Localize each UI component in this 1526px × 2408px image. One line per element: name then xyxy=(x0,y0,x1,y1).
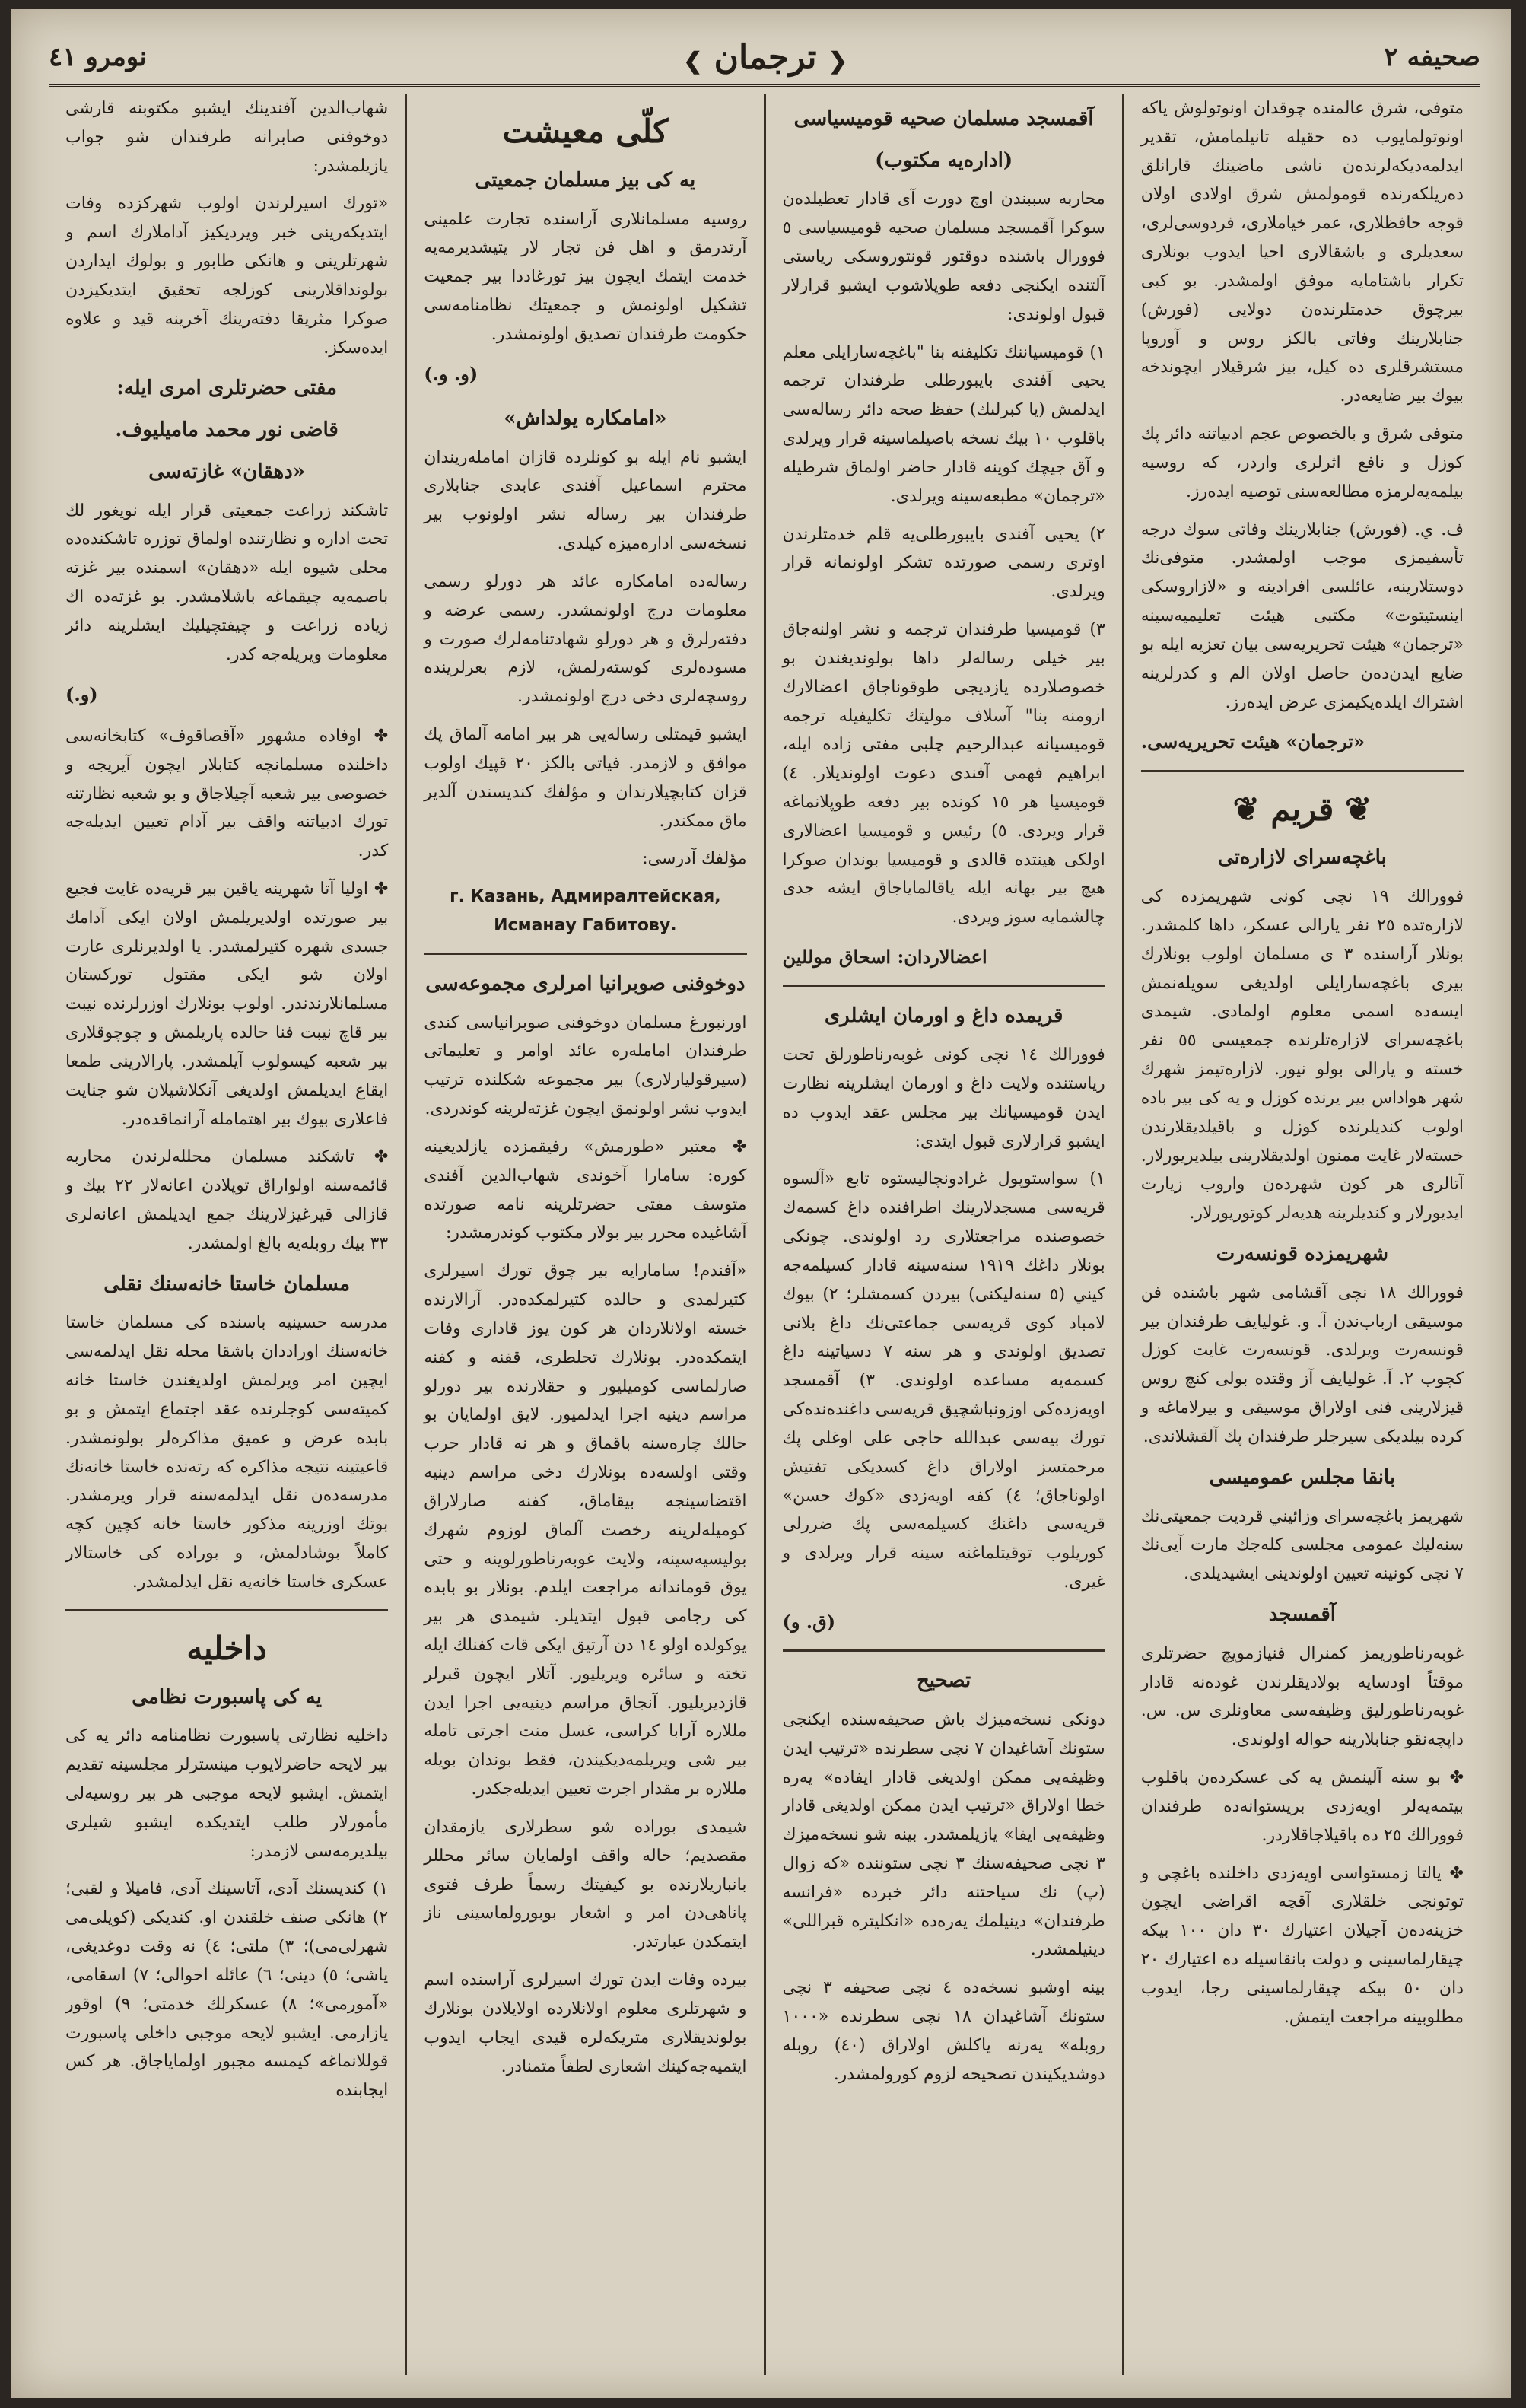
article-text: مدرسه حسينيه باسنده كى مسلمان خاستا خانه‌سنك اوراددان باشقا محله نقل ايدلمه‌سى ايچين امر ويرلمش اولديغندن خاستا خانه كميته‌سى كوجلرنده عقد اجتماع ايتمش و بو بابده عرض و عميق مذاكره‌لر بولونمشدر. قاعيتينه نتيجه مذاكره كه رته‌نده خاستا خانه‌نك مدرسه‌ده‌ن نقل ايدلمه‌سنه قرار ويرمشدر. بوتك اوزرينه مذكور خاستا خانه كچين كچه كاملاً بوشادلمش، و بوراده كى خاستالار عسكرى خاستا خانه‌يه نقل ايدلمشدر. xyxy=(65,1313,389,1592)
masthead xyxy=(49,30,1480,87)
divider xyxy=(783,1649,1105,1652)
article-heading: «امامكاره يولداش» xyxy=(504,406,667,430)
ornament-icon: ❯ xyxy=(683,47,703,75)
signature: اعضالاردان: اسحاق موللين xyxy=(782,946,987,969)
article-text: ١) كنديسنك آدى، آتاسينك آدى، فاميلا و لقبى؛ ٢) هانكى صنف خلقندن او. كنديكى (كويلى‌مى شهرلى‌مى)؛ ٣) ملتى؛ ٤) نه وقت دوغديغى، ياشى؛ ٥) دينى؛ ٦) عائله احوالى؛ ٧) اسقامى، «آمورمى»؛ ٨) عسكرلك خدمتى؛ ٩) اوقور يازارمى. ايشبو لايحه موجبى داخلى پاسبورت قوللانماغه كيمسه مجبور اولماياجاق. هر كس ايجابنده xyxy=(65,1879,389,2101)
article-text: ف. ي. (فورش) جنابلارينك وفاتى سوك درجه تأسفيمزى موجب اولمشدر. متوفى‌نك دوستلارينه، عائلسى افرادينه و «لازاروسكى اينستيتوت» مكتبى هيئت تعليميه‌سينه «ترجمان» هيئت تحريريه‌سى بيان تعزيه ايله بو ضايع ايدن‌ده‌ن حاصل اولان الم و كدرلرينه اشتراك ايلده‌يكيمزى عرض ايده‌رز. xyxy=(1140,520,1464,712)
article-text: ✤ اوليا آتا شهرينه ياقين بير قريه‌ده غايت فجيع بير صورتده اولديريلمش اولان ايكى آدامك جسدى شهره كتيرلمشدر. يا اولديرنلرى عارت اولان شو ايكى مقتول تورکستان مسلمانلارندندر. اولوب بونلارك اوزرلرنده نيبت بير قاچ نيبت فنا حالده پاريلمش و چوچوقلارى بير شعبه كيسولوب آيلمشدر. پارالارينى طمعا ايقاع ايديلمش اولديغى آنكلاشيلان شو جنايت فاعلارى بيوك بير اهتمامله آرانماقده‌در. xyxy=(65,879,389,1129)
signature: (و.) xyxy=(65,682,98,705)
divider xyxy=(65,1609,388,1611)
article-heading: «دهقان» غازته‌سى xyxy=(148,460,305,483)
bullet-icon: ✤ xyxy=(361,726,389,746)
article-text: دونكى نسخه‌ميزك باش صحيفه‌سنده ايكنجى ستونك آشاغيدان ٧ نچى سطرنده «ترتيب ايدن وظيفه‌يى ممكن اولديغى قادار ايفاده» يه‌ره خطا اولاراق «ترتيب ايدن ممكن اولديغى قادار وظيفه‌يى ايفا» يازيلمشدر. بينه شو نسخه‌ميزك ٣ نچى صحيفه‌سنك ٣ نچى ستوننده «كه زوال (پ) نك سياحتنه دائر خبرده «فرانسه طرفندان» دينيلمك يه‌ره‌ده «انكليتره قبراللى» دينيلمشدر. xyxy=(782,1710,1105,1960)
article-heading: تصحيح xyxy=(917,1669,971,1693)
article-text: شيمدى بوراده شو سطرلارى يازمقدان مقصديم؛ حاله واقف اولمايان سائر محللر بانباريلارنده بو كيفيتك رسماً طرف فتوى پاناهى‌دن امر و اشعار بوبورولماسينى ناز ايتمكدن عبارتدر. xyxy=(424,1817,747,1952)
ornament-icon: ❦ xyxy=(1232,790,1260,828)
article-text: روسيه مسلمانلارى آراسنده تجارت علمينى آرتدرمق و اهل فن تجار لار يتيشديرمه‌يه خدمت ايتمك ايچون بيز تورغاددا بير جمعيت تشكيل اولونمش و جمعيتك نظامنامه‌سى حكومت طرفندان تصديق اولونمشدر. xyxy=(424,209,747,344)
signature: قاضى نور محمد ماميليوف. xyxy=(115,418,339,442)
newspaper-title: ❮ ترجمان ❯ xyxy=(683,37,848,77)
article-text: تاشكند زراعت جمعيتى قرار ايله نويغور لك تحت اداره و نظارتنده اولماق توزره تاشكنده‌ده محلى شيوه ايله «دهقان» اسمنده بير غزته باصمه‌يه چيقماغه باشلامشدر. بو غزته‌ده اك زياده زراعت و چيفتچيليك ايشلرينه دائر معلومات ويريله‌جه كدر. xyxy=(65,501,389,664)
columns xyxy=(49,94,1480,2375)
article-text: «تورك اسيرلرندن اولوب شهركزده وفات ايتديكه‌رينى خبر ويرديكيز آداملارك اسم و شهرتلرينى و هانكى طابور و بولوك ايداردن بولونداقلارينى كوزلجه تحقيق ايتديكيزدن صوكرا مثريقا دفته‌رينك آخرينه قيد و علاوه ايده‌سكز. xyxy=(65,194,389,358)
bullet-icon: ✤ xyxy=(368,879,389,899)
article-heading: يه كى بيز مسلمان جمعيتى xyxy=(475,168,696,192)
article-text: فوورالك ١٩ نچى كونى شهريمزده كى لازاره‌تده ٢٥ نفر يارالى عسكر، داها كلمشدر. بونلار آراسنده ٣ ى مسلمان اولوب بونلارك بيرى باغچه‌سارايلى اولديغى سويله‌نمش ايسه‌ده اسمى معلوم اولمادى. شيمدى باغچه‌سراى لازاره‌تلرنده جمعيسى ٥٥ نفر خسته و يارالى بولو نيور. لازاره‌تيمز شهرك شهر هواداس بير يرنده كوزل و يه كى بير باده اولوب كنديلرنده كوزل و باقيلديقلارندن خسته‌لار غايت ممنون اولديقلارينى بيلديريورلار. آتالرى هر كون شهرده‌ن واروب زيارت ايديورلار و كنديلرينه هديه‌لر كوتوريورلار. xyxy=(1140,887,1464,1223)
signature: (و. و.) xyxy=(424,362,478,385)
article-text: داخليه نظارتى پاسبورت نظامنامه دائر يه كى بير لايحه حاضرلايوب مينسترلر مجلسينه تقديم ايتمش. ايشبو لايحه موجبى هر بير روسيه‌لى مأمورلار طلب ايتديكده ايشبو شيلرى بيلديرمه‌سى لازمدر: xyxy=(65,1726,389,1861)
column-4 xyxy=(49,94,405,2375)
signature: (ق. و) xyxy=(782,1610,836,1633)
ornament-icon: ❦ xyxy=(1344,790,1372,828)
article-heading: قريمده داغ و اورمان ايشلرى xyxy=(824,1004,1063,1028)
article-text: متوفى شرق و بالخصوص عجم ادبياتنه دائر پك كوزل و نافع اثرلرى واردر، كه روسيه بيلمه‌يه‌لرمزه مطالعه‌سنى توصيه ايده‌رز. xyxy=(1140,425,1464,501)
article-heading: شهريمزده قونسه‌رت xyxy=(1216,1242,1388,1266)
article-text: ٢) يحيى آفندى بايبورطلى‌يه قلم خدمتلرندن اوترى رسمى صورتده تشكر اولونمانه قرار ويرلدى. xyxy=(782,524,1105,602)
ornament-icon: ❮ xyxy=(828,47,848,75)
article-heading: آقمسجد مسلمان صحيه قوميسياسى xyxy=(793,107,1094,130)
article-text: متوفى، شرق عالمنده چوقدان اونوتولوش ياكه اونوتولمايوب ده حقيله تانيلمامش، تقدير ايدلمه‌ديكه‌لرنده‌ن ناشى ماضينك قارانلق ده‌ريلكه‌رنده قومولمش شرق اولادى اولان قوجه حافظلارى، عمر خياملارى، فردوسى‌لرى، سعديلرى و باشقالارى احيا ايدوب بونلارى تكرار باشتامايه موفق اولمشدر. بو كبى بيرچوق خدمتلرنده‌ن دولايى (فورش) جنابلارينك وفاتى بالكز روس و آوروپا مستشرقلرى ده كيل، بيز شرقيلار ايچوندخه بيوك بير ضايعه‌در. xyxy=(1140,99,1464,406)
article-text: «آفندم! سامارايه بير چوق تورك اسيرلرى كتيرلمدى و حالده كتيرلمكده‌در. آرالارنده خسته اولانلاردان هر كون يوز قادارى وفات ايتمكده‌در. بونلارك تحلطرى، قفنه و كفنه صارلماسى كوميليور و حقلارنده بير دورلو مراسم دينيه اجرا ايدلميور. لايق اولمايان بو حالك چاره‌سنه باقماق و هر نه قادار حرب وقتى اولسه‌ده بونلارك دخى مراسم دينيه اقتضاسينجه بيقاماق، كفنه صارلاراق كوميله‌لرينه رخصت آلماق لوزوم شهرك بوليسيه‌سينه، ولايت غوبه‌رناطورلوينه و حتى يوق قوماندانه مراجعت ايلدم. بونلار بو بابده كى رجامى قبول ايتديلر. شيمدى هر بير يوكولده اولو ١٤ دن آرتيق ايكى قات كفنلك ايله تخته و سائره ويريليور. آتلار ايچون قبرلر قازديريليور. آنجاق مراسم دينيه‌يى اجرا ايدن مللاره آرابا كراسى، غسل منت اجرتى تامله بير شى ويريلمه‌ديكيندن، فقط بوندان بويله مللاره بر مقدار اجرت تعيين ايديله‌جكدر. xyxy=(424,1261,747,1799)
issue-number: نومرو ٤١ xyxy=(49,42,147,72)
article-heading: آقمسجد xyxy=(1268,1603,1337,1626)
article-text: ✤ معتبر «طورمش» رفيقمزده يازلديغينه كوره: سامارا آخوندى شهاب‌الدين آفندى متوسف مفتى حضرتلرينه نامه صورتده آشاغيده محرر بير بولار مكتوب كوندرمشدر: xyxy=(424,1137,747,1243)
article-heading: دوخوفنى صوبرانيا امرلرى مجموعه‌سى xyxy=(425,972,746,995)
article-text: شهاب‌الدين آفندينك ايشبو مكتوبنه قارشى دوخوفنى صابرانه طرفندان شو جواب يازيلمشدر: xyxy=(65,99,389,176)
article-text: ✤ بو سنه آلينمش يه كى عسكرده‌ن باقلوب بيتمه‌يه‌لر اويه‌زدى بريستوانه‌ده طرفندان فوورالك ٢٥ ده باقيلاجاقلار‌در. xyxy=(1140,1768,1464,1845)
article-text: غوبه‌رناطوريمز كمنرال فنيازمويچ حضرتلرى موقتاً اودسايه بولاديقلرندن غوده‌نه قادار غوبه‌رناطورليق وظيفه‌سى معاونلرى س. س. داپچه‌نقو جنابلارينه حواله اولوندى. xyxy=(1140,1643,1464,1750)
article-heading: باغچه‌سراى لازاره‌تى xyxy=(1217,846,1387,870)
article-text: مؤلفك آدرسى: xyxy=(642,849,747,869)
article-text: محاربه سببندن اوچ دورت آى قادار تعطيلده‌ن سوكرا آقمسجد مسلمان صحيه قوميسياسى ٥ فوورال باشنده دوقتور قونتوروسكى رياستى آلتنده ايكنجى دفعه طوپلاشوب ايشبو قرارلار قبول اولوندى: xyxy=(782,189,1105,324)
article-subheading: (اداره‌يه مكتوب) xyxy=(875,148,1013,172)
newspaper-page xyxy=(11,9,1511,2398)
author-address: г. Казань, Адмиралтейская, Исманау Габитову. xyxy=(450,887,721,936)
article-text: ✤ تاشكند مسلمان محلله‌لرندن محاربه قائمه‌سنه اولواراق توپلادن اعانه‌لار ٢٢ بيك و قازالى قيرغيزلارينك جمع ايديلمش اعانه‌لرى ٣٣ بيك روبله‌يه بالغ اولمشدر. xyxy=(65,1147,389,1253)
article-text: رساله‌ده امامكاره عائد هر دورلو رسمى معلومات درج اولونمشدر. رسمى عرضه و دفته‌رلرق و هر دورلو شهادتنامه‌لرك صورت و مسوده‌لرى كوسته‌رلمش، لازم بعرلرينده روسچه‌لرى دخى درج اولونمشدر. xyxy=(424,571,747,707)
article-text: شهريمز باغچه‌سراى وزائيني قرديت جمعيتى‌نك سنه‌ليك عمومى مجلسى كله‌جك مارت آيى‌نك ٧ نچى كونينه تعيين اولوندينى ايشيديلدى. xyxy=(1140,1506,1464,1584)
column-2 xyxy=(764,94,1122,2375)
article-text: ١) سواستوپول غرادونچاليستوه تابع «آلسوه قريه‌سى مسجدلارينك اطرافنده داغ كسمه‌ك خصوصنده مراجعتلارى رد اولوندى. چونكى بونلار داغك ١٩١٩ سنه‌سينه قادار كسيلمه‌جه كيني (٥ سنه‌ليكنى) بيردن كسمشلر؛ ٢) بيوك لامباد كوى قريه‌سى جماعتى‌نك داغ بلانى تصديق اولوندى و هر سنه ٧ دسياتينه داغ كسمه‌يه مساعده اولوندى. ٣) آقمسجد اويه‌زده‌كى اوزونباشچيق قريه‌سى داغنده‌نده‌كى تورك بيه‌سى عبدالله حاجى على اوغلى پك مرحمتسز اولاراق داغ كسديكى تفتيش اولوناجاق؛ ٤) كفه اويه‌زدى «كوك حسن» قريه‌سى داغنك كسيلمه‌سى پك ضررلى كوريلوب توقيتلماغنه سينه قرار ويرلدى و غيرى. xyxy=(782,1169,1105,1592)
article-heading: مسلمان خاستا خانه‌سنك نقلى xyxy=(103,1272,351,1296)
article-text: ١) قوميسياننك تكليفنه بنا "باغچه‌سارايلى معلم يحيى آفندى بايبورطلى طرفندان ترجمه ايدلمش (يا كبرلىك) حفظ صحه دائر رساله‌سى باقلوب ١٠ بيك نسخه باصيلماسينه قرار ويرلدى و آق جيچك كوينه قادار حاضر اولماق شرطيله «ترجمان» مطبعه‌سينه ويرلدى. xyxy=(782,342,1105,506)
column-3 xyxy=(405,94,763,2375)
column-1 xyxy=(1122,94,1480,2375)
article-text: ✤ اوفاده مشهور «آقصاقوف» كتابخانه‌سى داخلنده مسلمانچه كتابلار ايچون آيريجه و خصوصى بير شعبه آچيلاجاق و بو شعبه نظارتنه تورك ادبياتنه واقف بير آدام تعيين ايديله‌جه كدر. xyxy=(65,726,389,861)
article-text: فوورالك ١٤ نچى كونى غوبه‌رناطورلق تحت رياستنده ولايت داغ و اورمان ايشلرينه نظارت ايدن قوميسيانك بير مجلس عقد ايدوب ده ايشبو قرارلارى قبول ايتدى: xyxy=(782,1045,1105,1151)
bullet-icon: ✤ xyxy=(1441,1768,1464,1788)
signature: مفتى حضرتلرى امرى ايله: xyxy=(116,377,337,400)
signature: «ترجمان» هيئت تحريريه‌سى. xyxy=(1140,730,1365,753)
article-text: ايشبو قيمتلى رساله‌يى هر بير امامه آلماق پك موافق و لازمدر. فياتى بالكز ٢٠ قپيك اولوب قزان كتابچيلارندان و مؤلفك كنديسندن آلدير ماق ممكندر. xyxy=(424,725,747,831)
section-heading: كلّى معيشت xyxy=(502,113,669,150)
article-text: ✤ يالتا زمستواسى اويه‌زدى داخلنده باغچى و توتونجى خلقلارى آقچه اقراضى ايچون خزينه‌ده‌ن آجيلان اعتيارك ٣٠ دان ١٠٠ بيكه چيقارلماسينى و دولت بانقاسيله ده اعتيارك ٢٠ دان ٥٠ بيكه چيقارلماسينى رجا، ايدوب مطلوبينه مراجعت ايتمش. xyxy=(1140,1863,1464,2027)
divider xyxy=(783,985,1105,987)
section-heading: داخليه xyxy=(186,1629,267,1667)
bullet-icon: ✤ xyxy=(1441,1863,1464,1883)
article-text: ٣) قوميسيا طرفندان ترجمه و نشر اولنه‌جاق بير خيلى رساله‌لر داها بولونديغندن بو خصوصلارده يازديجى طوقوناجاق اعضالارك ازومنه بنا" آسلاف موليتك تكليفيله ترجمه قوميسيانه عبدالرحيم چلبى مفتى زاده ايله، ابراهيم فهمى آفندى دعوت اولونديلار. ٤) قوميسيا هر ١٥ كونده بير دفعه طوپلانماغه قرار ويردى. ٥) رئيس و قوميسيا اعضالارى اولكى هينتده قالدى و قوميسيا بوندان صوكرا هيچ بير بهانه ايله ياقالماياجاق ايشه جدى چالشمايه سوز ويردى. xyxy=(782,620,1105,927)
bullet-icon: ✤ xyxy=(717,1137,747,1156)
article-heading: يه كى پاسبورت نظامى xyxy=(132,1685,322,1709)
article-text: بيرده وفات ايدن تورك اسيرلرى آراسنده اسم و شهرتلرى معلوم اولانلارده اولايلادن بونلارك بولونديقلارى متريكه‌لره قيدى ايجاب ايدوب ايتميه‌جه‌كينك اشعارى لطفاً متمنادر. xyxy=(424,1971,747,2076)
page-number: صحيفه ٢ xyxy=(1384,42,1480,72)
divider xyxy=(424,953,746,955)
article-text: فوورالك ١٨ نچى آقشامى شهر باشنده فن موسيقى ارباب‌ندن آ. و. غوليايف طرفندان بير قونسه‌رت ويرلدى. قونسه‌رت غايت كوزل كچوب ٢. آ. غوليايف آز وقتده بولى كنچ روس قيزلارينى فنى اولاراق موسيقى و بيرلاماغه و كرده بيلديكى سيرجلر طرفندان پك آلقشلاندى. xyxy=(1140,1283,1464,1446)
divider xyxy=(1141,770,1464,772)
article-text: ايشبو نام ايله بو كونلرده قازان امامله‌ريندان محترم اسماعيل آفندى عابدى جنابلارى طرفندان بير رساله نشر اولونوب بير نسخه‌سى اداره‌ميزه كيلدى. xyxy=(424,447,747,554)
bullet-icon: ✤ xyxy=(354,1147,389,1167)
article-text: اورنبورغ مسلمان دوخوفنى صوبرانياسى كندى طرفندان امامله‌ره عائد اوامر و تعليماتى (سيرقوليارلارى) بير مجموعه شكلنده ترتيب ايدوب نشر اولونمق ايچون غزته‌لرينه كوندردى. xyxy=(424,1013,747,1119)
article-heading: بانقا مجلس عموميسى xyxy=(1209,1465,1396,1489)
section-heading: ❦ قريم ❦ xyxy=(1232,790,1372,828)
article-text: بينه اوشبو نسخه‌ده ٤ نچى صحيفه ٣ نچى ستونك آشاغيدان ١٨ نچى سطرنده «١٠٠٠ روبله» يه‌رنه ياكلش اولاراق (٤٠) روبله دوشديكيندن تصحيحه لزوم كورولمشدر. xyxy=(782,1978,1105,2084)
